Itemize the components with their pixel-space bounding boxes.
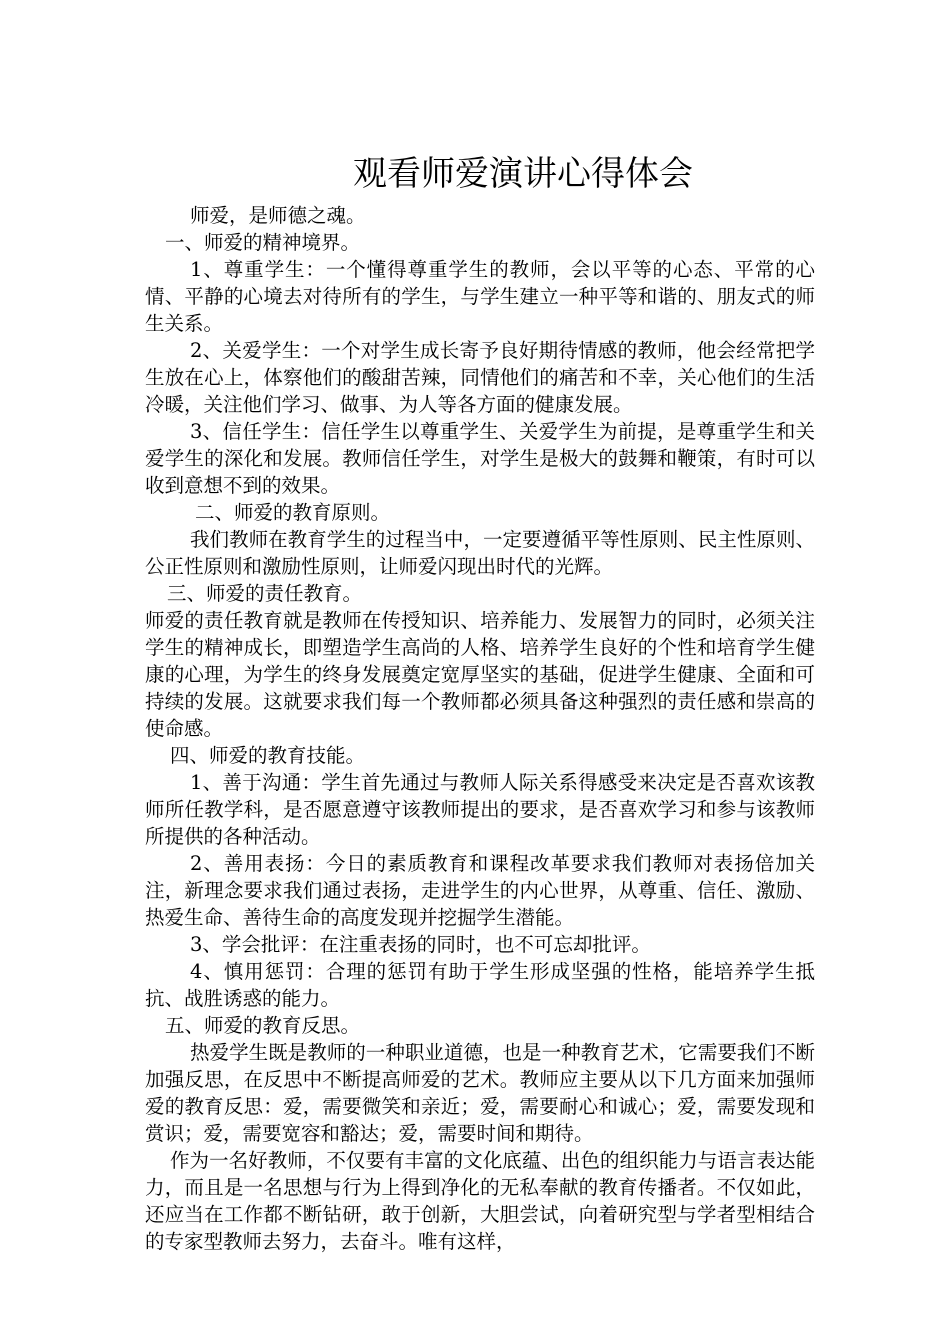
document-title: 观看师爱演讲心得体会 — [353, 154, 693, 194]
section-heading-5: 五、师爱的教育反思。 — [165, 1014, 361, 1037]
paragraph-communication: 1、善于沟通：学生首先通过与教师人际关系得感受来决定是否喜欢该教师所任教学科，是否愿意遵守该教师提出的要求，是否喜欢学习和参与该教师所提供的各种活动。 — [145, 771, 815, 848]
paragraph-respect-students: 1、尊重学生：一个懂得尊重学生的教师，会以平等的心态、平常的心情、平静的心境去对待所有的学生，与学生建立一种平等和谐的、朋友式的师生关系。 — [145, 258, 815, 335]
paragraph-good-teacher: 作为一名好教师，不仅要有丰富的文化底蕴、出色的组织能力与语言表达能力，而且是一名思想与行为上得到净化的无私奉献的教育传播者。不仅如此，还应当在工作都不断钻研，敢于创新，大胆尝试，向着研究型与学者型相结合的专家型教师去努力，去奋斗。唯有这样， — [145, 1149, 815, 1253]
section-heading-2: 二、师爱的教育原则。 — [195, 501, 391, 524]
paragraph-care-students: 2、关爱学生：一个对学生成长寄予良好期待情感的教师，他会经常把学生放在心上，体察他们的酸甜苦辣，同情他们的痛苦和不幸，关心他们的生活冷暖，关注他们学习、做事、为人等各方面的健康发展。 — [145, 339, 815, 416]
paragraph-punishment: 4、慎用惩罚：合理的惩罚有助于学生形成坚强的性格，能培养学生抵抗、战胜诱惑的能力。 — [145, 960, 815, 1010]
section-heading-4: 四、师爱的教育技能。 — [170, 744, 366, 767]
paragraph-praise: 2、善用表扬：今日的素质教育和课程改革要求我们教师对表扬倍加关注，新理念要求我们通过表扬，走进学生的内心世界，从尊重、信任、激励、热爱生命、善待生命的高度发现并挖掘学生潜能。 — [145, 852, 815, 929]
paragraph-principles: 我们教师在教育学生的过程当中，一定要遵循平等性原则、民主性原则、公正性原则和激励性原则，让师爱闪现出时代的光辉。 — [145, 528, 815, 578]
paragraph-criticism: 3、学会批评：在注重表扬的同时，也不可忘却批评。 — [190, 933, 651, 956]
section-heading-3: 三、师爱的责任教育。 — [167, 582, 363, 605]
document-body — [145, 202, 815, 1255]
paragraph-responsibility: 师爱的责任教育就是教师在传授知识、培养能力、发展智力的同时，必须关注学生的精神成长，即塑造学生高尚的人格、培养学生良好的个性和培育学生健康的心理，为学生的终身发展奠定宽厚坚实的基础，促进学生健康、全面和可持续的发展。这就要求我们每一个教师都必须具备这种强烈的责任感和崇高的使命感。 — [145, 609, 815, 740]
paragraph-intro: 师爱，是师德之魂。 — [190, 204, 366, 227]
paragraph-trust-students: 3、信任学生：信任学生以尊重学生、关爱学生为前提，是尊重学生和关爱学生的深化和发展。教师信任学生，对学生是极大的鼓舞和鞭策，有时可以收到意想不到的效果。 — [145, 420, 815, 497]
section-heading-1: 一、师爱的精神境界。 — [165, 231, 361, 254]
paragraph-reflection: 热爱学生既是教师的一种职业道德，也是一种教育艺术，它需要我们不断加强反思，在反思中不断提高师爱的艺术。教师应主要从以下几方面来加强师爱的教育反思：爱，需要微笑和亲近；爱，需要耐心和诚心；爱，需要发现和赏识；爱，需要宽容和豁达；爱，需要时间和期待。 — [145, 1041, 815, 1145]
